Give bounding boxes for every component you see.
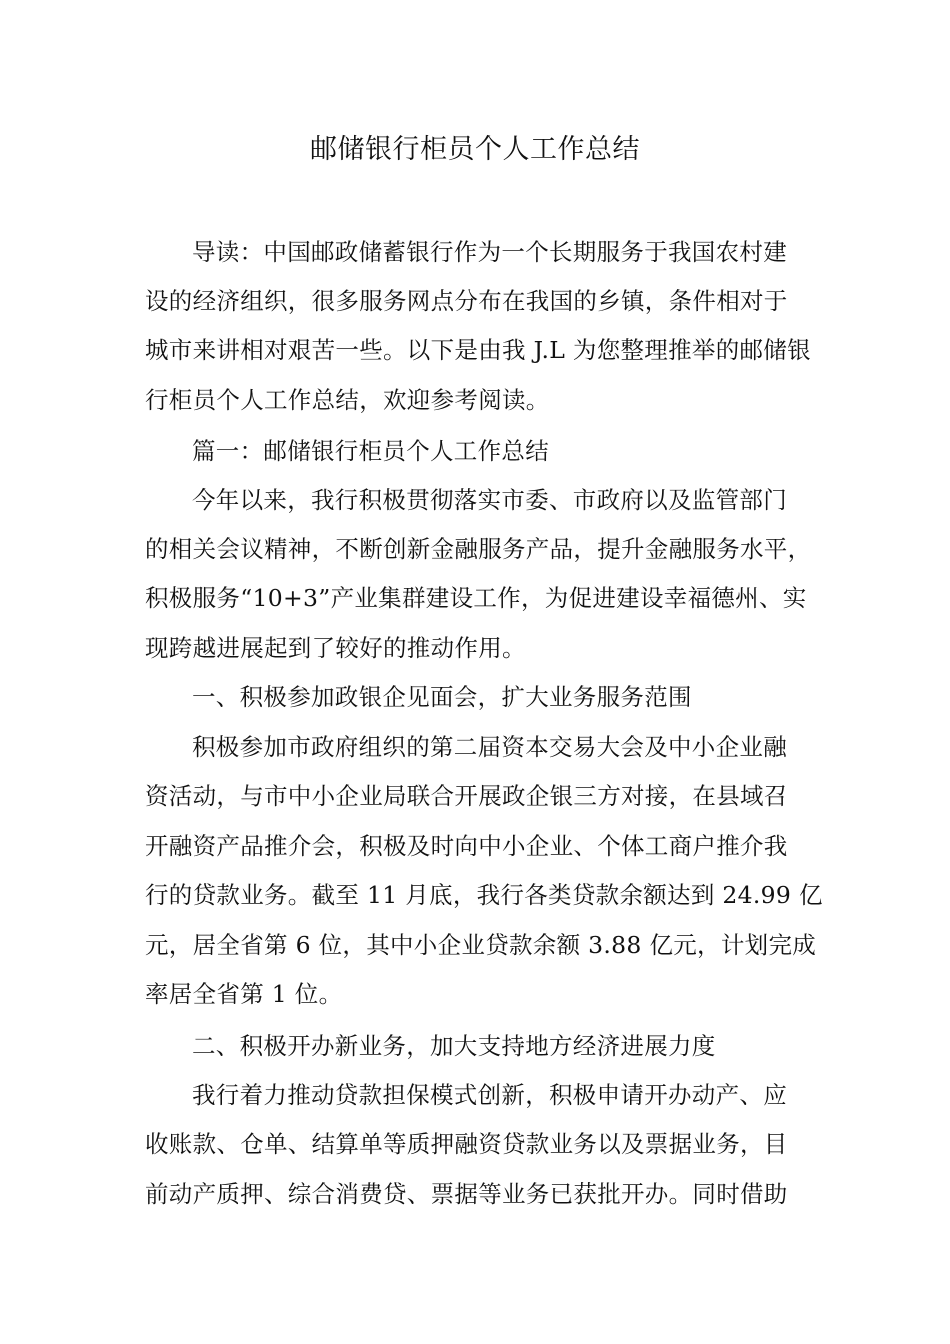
paragraph-line: 元，居全省第 6 位，其中小企业贷款余额 3.88 亿元，计划完成 (145, 931, 817, 959)
paragraph-line: 今年以来，我行积极贯彻落实市委、市政府以及监管部门 (192, 486, 787, 514)
paragraph-line: 设的经济组织，很多服务网点分布在我国的乡镇，条件相对于 (145, 287, 788, 315)
paragraph-line: 现跨越进展起到了较好的推动作用。 (145, 634, 526, 662)
document-title: 邮储银行柜员个人工作总结 (310, 134, 640, 165)
paragraph-line: 行的贷款业务。截至 11 月底，我行各类贷款余额达到 24.99 亿 (145, 881, 823, 909)
paragraph-line: 率居全省第 1 位。 (145, 980, 343, 1008)
paragraph-line: 前动产质押、综合消费贷、票据等业务已获批开办。同时借助 (145, 1180, 788, 1208)
paragraph-line: 开融资产品推介会，积极及时向中小企业、个体工商户推介我 (145, 832, 788, 860)
paragraph-line: 行柜员个人工作总结，欢迎参考阅读。 (145, 386, 550, 414)
paragraph-line: 城市来讲相对艰苦一些。以下是由我 J.L 为您整理推举的邮储银 (145, 336, 811, 364)
paragraph-line: 积极服务“10+3”产业集群建设工作，为促进建设幸福德州、实 (145, 584, 807, 612)
paragraph-line: 导读：中国邮政储蓄银行作为一个长期服务于我国农村建 (192, 238, 787, 266)
section-heading: 二、积极开办新业务，加大支持地方经济进展力度 (192, 1032, 716, 1060)
paragraph-line: 的相关会议精神，不断创新金融服务产品，提升金融服务水平， (145, 535, 812, 563)
section-heading: 一、积极参加政银企见面会，扩大业务服务范围 (192, 683, 692, 711)
section-heading: 篇一：邮储银行柜员个人工作总结 (192, 437, 549, 465)
paragraph-line: 资活动，与市中小企业局联合开展政企银三方对接，在县域召 (145, 782, 788, 810)
paragraph-line: 我行着力推动贷款担保模式创新，积极申请开办动产、应 (192, 1081, 787, 1109)
paragraph-line: 积极参加市政府组织的第二届资本交易大会及中小企业融 (192, 733, 787, 761)
paragraph-line: 收账款、仓单、结算单等质押融资贷款业务以及票据业务，目 (145, 1130, 788, 1158)
